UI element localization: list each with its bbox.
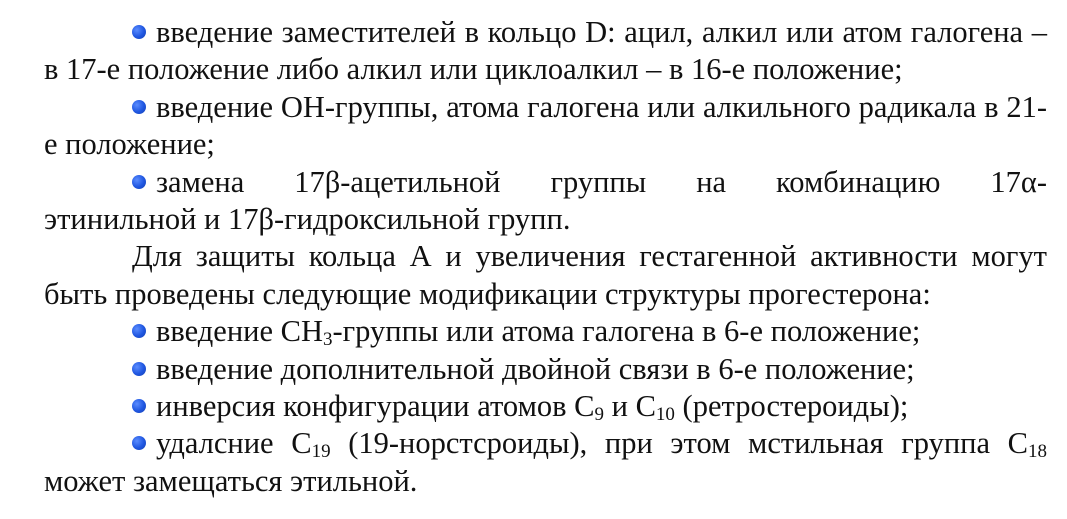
- text-segment: инверсия конфигурации атомов С: [156, 389, 595, 424]
- text-segment: (ретростероиды);: [674, 389, 909, 424]
- bullet-icon: [132, 399, 146, 413]
- body-paragraph: Для защиты кольца А и увеличения гестагенной активности могут быть проведены следующие модификации структуры прогестерона:: [44, 239, 1047, 311]
- list-item: [44, 425, 1047, 500]
- list-item-text: введение ОН-группы, атома галогена или алкильного радикала в 21-е положение;: [44, 89, 1047, 162]
- list-item-text: введение дополнительной двойной связи в 6-е положение;: [156, 351, 915, 386]
- text-segment: удалсние С: [156, 426, 312, 461]
- list-item: [44, 388, 1047, 425]
- bullet-icon: [132, 324, 146, 338]
- list-item-text-line2: этинильной и 17β-гидроксильной групп.: [44, 202, 571, 237]
- subscript: 9: [594, 404, 604, 426]
- bullet-icon: [132, 100, 146, 114]
- subscript: 3: [323, 329, 333, 351]
- text-segment: (19-норстсроиды), при этом мстильная группа С: [330, 426, 1028, 461]
- list-item-continuation: [44, 201, 1047, 238]
- bullet-icon: [132, 175, 146, 189]
- subscript: 19: [311, 441, 331, 463]
- list-item-text: [44, 426, 1047, 497]
- list-item: [44, 351, 1047, 388]
- text-segment: может замещаться этильной.: [44, 463, 418, 498]
- bullet-icon: [132, 25, 146, 39]
- list-item-text: [156, 389, 909, 426]
- list-item: [44, 313, 1047, 350]
- subscript: 10: [655, 404, 675, 426]
- bullet-icon: [132, 362, 146, 376]
- list-item: [44, 14, 1047, 89]
- text-segment: и С: [604, 389, 656, 424]
- list-item: [44, 89, 1047, 164]
- subscript: 18: [1027, 441, 1047, 463]
- list-item: [44, 164, 1047, 201]
- list-item-text: введение заместителей в кольцо D: ацил, алкил или атом галогена – в 17-е положение либо алкил или циклоалкил – в 16-е положение;: [44, 15, 1047, 87]
- text-segment: введение СН: [156, 314, 323, 349]
- list-item-text-line1: замена 17β-ацетильной группы на комбинацию 17α-: [156, 164, 1047, 199]
- bullet-icon: [132, 436, 146, 450]
- text-segment: -группы или атома галогена в 6-е положение;: [332, 314, 921, 349]
- list-item-text: [156, 314, 921, 351]
